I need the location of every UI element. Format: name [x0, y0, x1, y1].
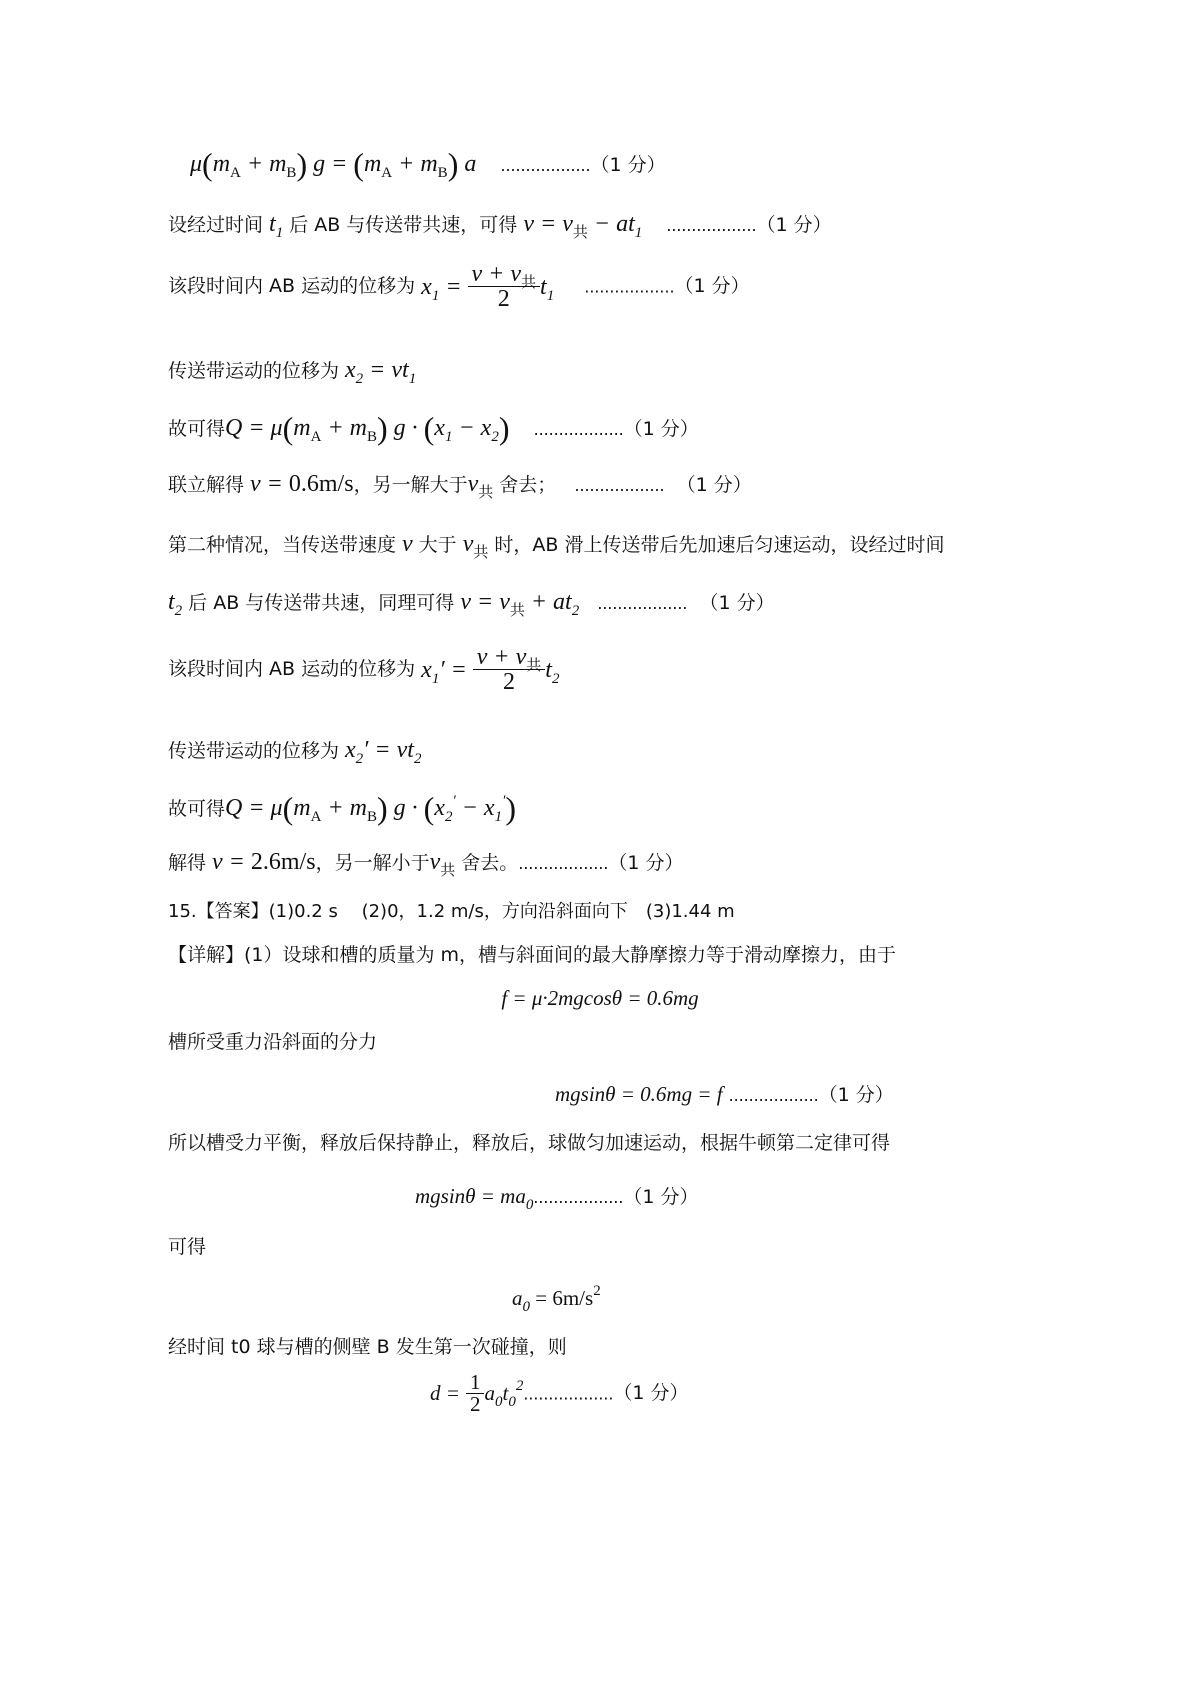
- formula: $v_共$: [467, 471, 494, 501]
- equation-5: d = $\frac{1}{2}$ $a_0t_0^2..................(1$ 分）: [430, 1370, 689, 1416]
- value: = 6m/s: [530, 1286, 594, 1310]
- formula: d =: [430, 1381, 460, 1405]
- text: 该段时间内 AB 运动的位移为: [168, 658, 416, 680]
- text: 设经过时间: [168, 214, 264, 236]
- text: 后 AB 与传送带共速，可得: [289, 214, 518, 236]
- formula: v =: [244, 471, 289, 497]
- formula: a: [512, 1286, 523, 1310]
- formula: mgsinθ = ma: [415, 1184, 526, 1208]
- score: （1 分）: [818, 1084, 894, 1106]
- value: 2.6m/s: [250, 849, 316, 875]
- formula: $Q = \mu(m_A + m_B) g \cdot (x_2' - x_1')$: [225, 790, 517, 826]
- text: 舍去。: [461, 852, 519, 874]
- dots: ..................: [533, 419, 624, 439]
- formula: $x_1$ =: [421, 273, 468, 304]
- formula: $t_1$: [263, 211, 284, 241]
- text: 该段时间内 AB 运动的位移为: [168, 275, 416, 297]
- q15-text2: 槽所受重力沿斜面的分力: [168, 1031, 378, 1053]
- equation-line-1: [190, 148, 666, 180]
- score: （1 分）: [699, 592, 775, 614]
- score: （1 分）: [756, 214, 832, 236]
- dots: ..................: [597, 593, 688, 613]
- text: 大于: [418, 534, 457, 556]
- text-line-5: [168, 412, 699, 444]
- dots: ..................: [500, 155, 591, 175]
- text-line-10: [168, 737, 422, 767]
- dots: ..................: [574, 475, 665, 495]
- dots: ..................: [584, 276, 675, 297]
- dots: ..................: [523, 1383, 614, 1404]
- score: （1 分）: [674, 275, 750, 297]
- score: （1 分）: [613, 1382, 689, 1404]
- text: 解得: [168, 852, 207, 874]
- equation-3: $mgsin\theta = ma_0..................(1$ 分）: [415, 1184, 699, 1213]
- formula: $v = v_共 + at_2$: [460, 589, 580, 619]
- formula: $\mu(m_A + m_B) g = (m_A + m_B)$ a: [190, 146, 477, 182]
- dots: ..................: [728, 1085, 819, 1105]
- formula: mgsinθ = 0.6mg = f: [555, 1082, 723, 1106]
- score: （1 分）: [608, 852, 684, 874]
- dots: ..................: [533, 1187, 624, 1207]
- equation-4: $a_0 = 6m/s^2$: [512, 1283, 601, 1315]
- fraction: $\frac{v + v_共}{2}$: [468, 262, 541, 311]
- formula: $x_1'$ =: [421, 656, 473, 687]
- text: 故可得: [168, 798, 226, 820]
- dots: ..................: [666, 215, 757, 235]
- text: 第二种情况，当传送带速度: [168, 534, 397, 556]
- q15-text5: 经时间 t0 球与槽的侧壁 B 发生第一次碰撞，则: [168, 1336, 567, 1358]
- formula: f = μ·2mgcosθ = 0.6mg: [501, 986, 699, 1010]
- text-line-3: 该段时间内 AB 运动的位移为 $x_1$ = $\frac{v + v_共}{2}$ $t_1$ ..................（1 分）: [168, 261, 750, 312]
- text-line-2: [168, 211, 832, 241]
- score: （1 分）: [676, 474, 752, 496]
- text-line-6: [168, 471, 752, 501]
- text-line-12: [168, 849, 684, 879]
- fraction: $\frac{v + v_共}{2}$: [473, 645, 546, 694]
- q15-text4: 可得: [168, 1236, 207, 1258]
- q15-heading: 15.【答案】(1)0.2 s (2)0，1.2 m/s，方向沿斜面向下 (3)1.44 m: [168, 901, 735, 922]
- formula: $t_2$: [168, 589, 183, 619]
- score: （1 分）: [623, 1186, 699, 1208]
- equation-f: [0, 988, 1200, 1009]
- text: 后 AB 与传送带共速，同理可得: [188, 592, 455, 614]
- formula: $Q = \mu(m_A + m_B) g \cdot (x_1 - x_2)$: [225, 410, 510, 446]
- score: （1 分）: [623, 418, 699, 440]
- formula: $v_共$: [429, 849, 456, 879]
- equation-2: [555, 1084, 894, 1105]
- text: ，另一解大于: [353, 474, 468, 496]
- text-line-7: 第二种情况，当传送带速度 v 大于 $v_共$ 时，AB 滑上传送带后先加速后匀速运动，设经过时间: [168, 531, 945, 561]
- formula: v =: [206, 849, 251, 875]
- text-line-4: [168, 357, 417, 387]
- text: 舍去；: [499, 474, 557, 496]
- fraction: $\frac{1}{2}$: [466, 1372, 485, 1415]
- text-line-9: 该段时间内 AB 运动的位移为 $x_1'$ = $\frac{v + v_共}{2}$ $t_2$: [168, 644, 560, 695]
- text: 时，AB 滑上传送带后先加速后匀速运动，设经过时间: [494, 534, 945, 556]
- text: 故可得: [168, 418, 226, 440]
- text: 联立解得: [168, 474, 245, 496]
- text: 传送带运动的位移为: [168, 360, 340, 382]
- value: 0.6m/s: [288, 471, 354, 497]
- text: 传送带运动的位移为: [168, 740, 340, 762]
- dots: ..................: [518, 853, 609, 873]
- q15-detail: 【详解】(1）设球和槽的质量为 m，槽与斜面间的最大静摩擦力等于滑动摩擦力，由于: [168, 944, 897, 966]
- formula: $v = v_共 - at_1$: [523, 211, 643, 241]
- text-line-11: [168, 792, 516, 824]
- text: ，另一解小于: [315, 852, 430, 874]
- text-line-8: [168, 589, 775, 619]
- formula: $x_2 = vt_1$: [339, 357, 417, 387]
- q15-text3: 所以槽受力平衡，释放后保持静止，释放后，球做匀加速运动，根据牛顿第二定律可得: [168, 1132, 891, 1154]
- formula: $x_2' = vt_2$: [339, 737, 422, 767]
- score: （1 分）: [590, 154, 666, 176]
